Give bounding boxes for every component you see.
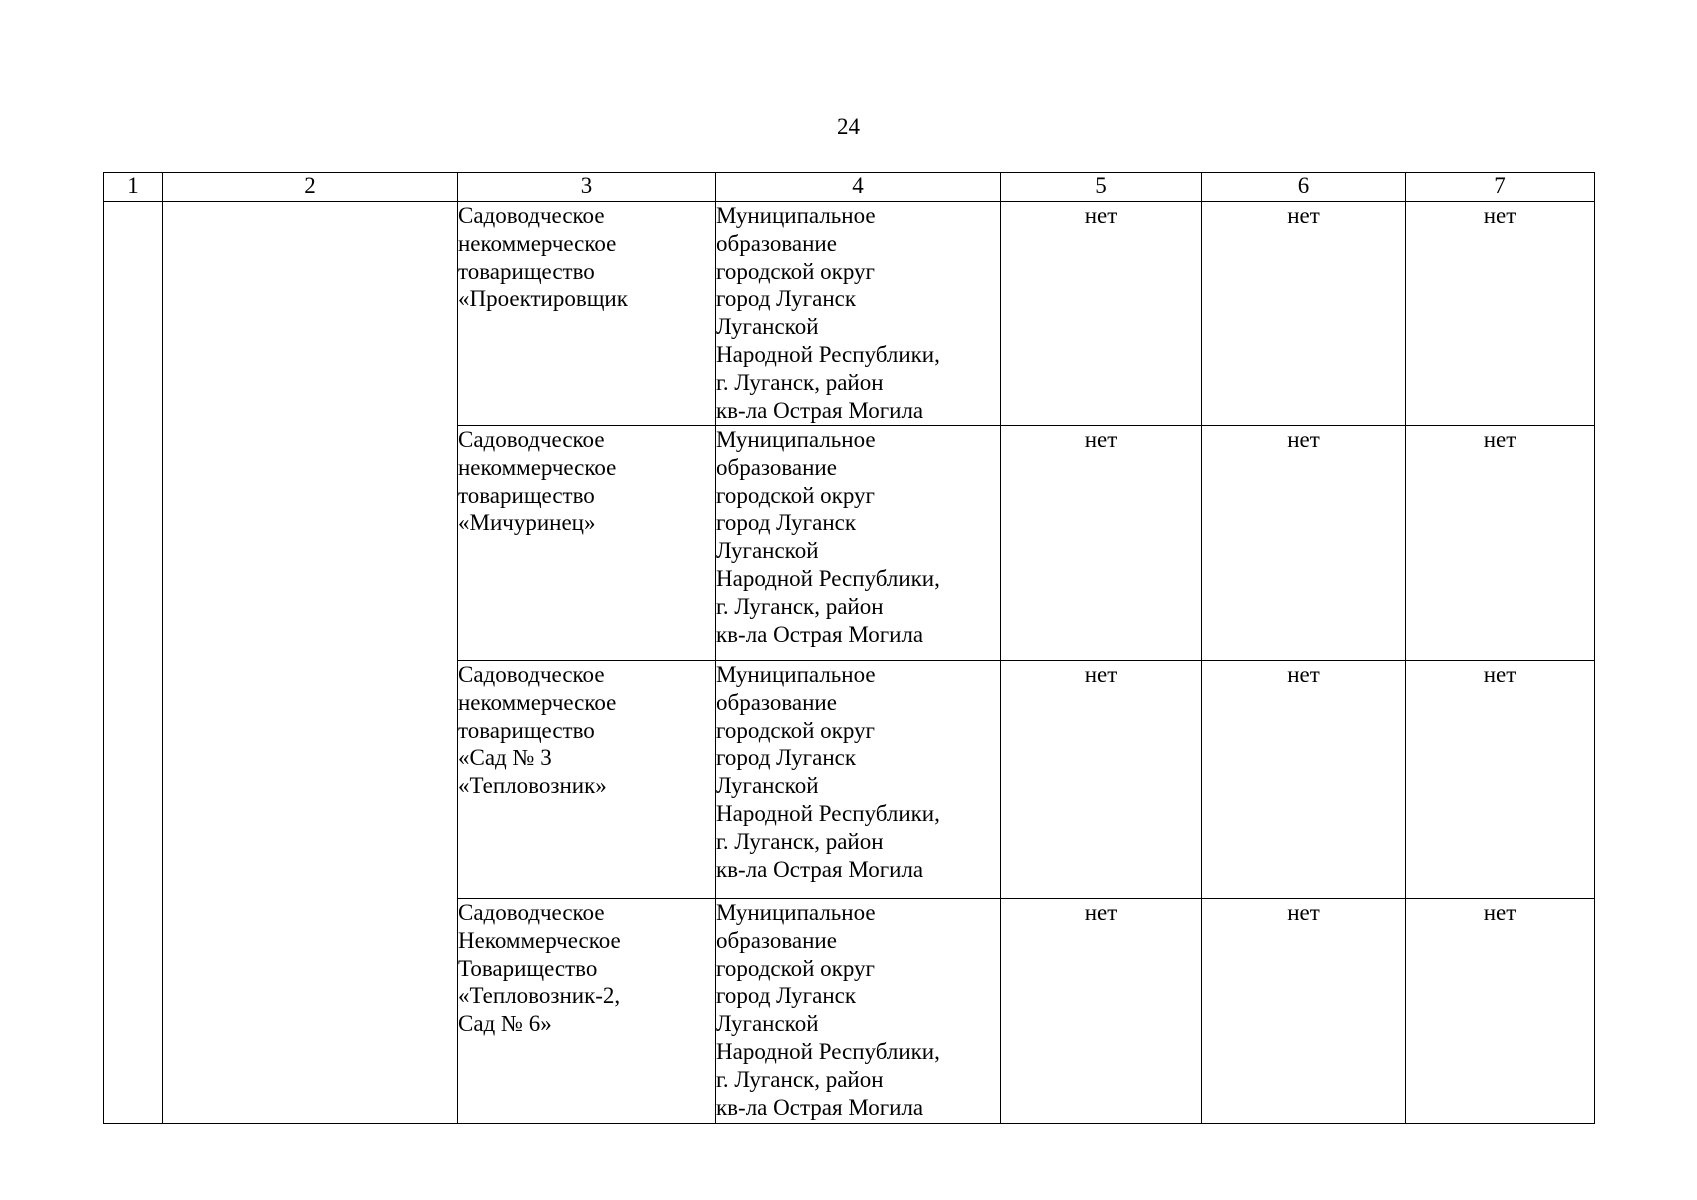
value-cell-6: нет	[1202, 426, 1406, 661]
organization-cell	[458, 661, 716, 899]
organization-line: «Тепловозник»	[458, 773, 607, 799]
value-cell-5: нет	[1001, 426, 1202, 661]
organization-line: некоммерческое	[458, 689, 617, 715]
location-line: Луганской	[716, 314, 819, 340]
location-line: г. Луганск, район	[716, 828, 884, 854]
location-line: образование	[716, 689, 837, 715]
organization-line: товарищество	[458, 717, 595, 743]
value-cell-5: нет	[1001, 661, 1202, 899]
location-line: образование	[716, 927, 837, 953]
cell-column-2	[163, 202, 458, 1124]
value-cell-7: нет	[1406, 202, 1595, 426]
location-line: Луганской	[716, 538, 819, 564]
location-cell	[716, 426, 1001, 661]
location-line: городской округ	[716, 482, 875, 508]
organization-cell	[458, 899, 716, 1124]
organization-line: некоммерческое	[458, 454, 617, 480]
value-cell-7: нет	[1406, 426, 1595, 661]
location-line: Муниципальное	[716, 900, 876, 925]
organization-line: Садоводческое	[458, 203, 605, 228]
organization-line: «Сад № 3	[458, 745, 552, 771]
location-line: Муниципальное	[716, 427, 876, 452]
location-line: Народной Республики,	[716, 341, 940, 367]
value-cell-7: нет	[1406, 899, 1595, 1124]
location-line: кв-ла Острая Могила	[716, 1094, 924, 1120]
table-header-row	[104, 173, 1595, 202]
organization-line: товарищество	[458, 482, 595, 508]
organization-line: «Тепловозник-2,	[458, 983, 621, 1009]
column-header-7: 7	[1406, 173, 1595, 202]
location-line: городской округ	[716, 258, 875, 284]
location-cell	[716, 202, 1001, 426]
organization-line: некоммерческое	[458, 230, 617, 256]
location-line: город Луганск	[716, 983, 857, 1009]
location-cell	[716, 899, 1001, 1124]
location-line: г. Луганск, район	[716, 369, 884, 395]
location-line: городской округ	[716, 717, 875, 743]
column-header-6: 6	[1202, 173, 1406, 202]
location-line: образование	[716, 230, 837, 256]
location-line: городской округ	[716, 955, 875, 981]
value-cell-5: нет	[1001, 899, 1202, 1124]
location-line: город Луганск	[716, 286, 857, 312]
location-line: Народной Республики,	[716, 565, 940, 591]
location-line: Луганской	[716, 1011, 819, 1037]
table-row	[104, 202, 1595, 426]
organization-cell	[458, 426, 716, 661]
organization-line: Некоммерческое	[458, 927, 621, 953]
location-line: Народной Республики,	[716, 1038, 940, 1064]
location-line: Луганской	[716, 773, 819, 799]
column-header-2: 2	[163, 173, 458, 202]
value-cell-6: нет	[1202, 899, 1406, 1124]
page-number: 24	[837, 114, 860, 139]
location-line: Муниципальное	[716, 662, 876, 687]
location-line: город Луганск	[716, 745, 857, 771]
organization-line: «Проектировщик	[458, 286, 628, 312]
organization-line: Садоводческое	[458, 900, 605, 925]
location-line: Народной Республики,	[716, 800, 940, 826]
data-table	[103, 172, 1595, 1124]
location-line: Муниципальное	[716, 203, 876, 228]
location-line: г. Луганск, район	[716, 593, 884, 619]
organization-line: Товарищество	[458, 955, 598, 981]
column-header-4: 4	[716, 173, 1001, 202]
organization-line: Садоводческое	[458, 662, 605, 687]
organization-line: Сад № 6»	[458, 1011, 552, 1037]
cell-column-1	[104, 202, 163, 1124]
column-header-1: 1	[104, 173, 163, 202]
value-cell-6: нет	[1202, 661, 1406, 899]
location-cell	[716, 661, 1001, 899]
value-cell-5: нет	[1001, 202, 1202, 426]
column-header-3: 3	[458, 173, 716, 202]
location-line: кв-ла Острая Могила	[716, 397, 924, 423]
organization-cell	[458, 202, 716, 426]
organization-line: товарищество	[458, 258, 595, 284]
location-line: г. Луганск, район	[716, 1066, 884, 1092]
location-line: образование	[716, 454, 837, 480]
location-line: кв-ла Острая Могила	[716, 621, 924, 647]
value-cell-7: нет	[1406, 661, 1595, 899]
organization-line: «Мичуринец»	[458, 510, 596, 536]
column-header-5: 5	[1001, 173, 1202, 202]
location-line: город Луганск	[716, 510, 857, 536]
organization-line: Садоводческое	[458, 427, 605, 452]
value-cell-6: нет	[1202, 202, 1406, 426]
location-line: кв-ла Острая Могила	[716, 856, 924, 882]
